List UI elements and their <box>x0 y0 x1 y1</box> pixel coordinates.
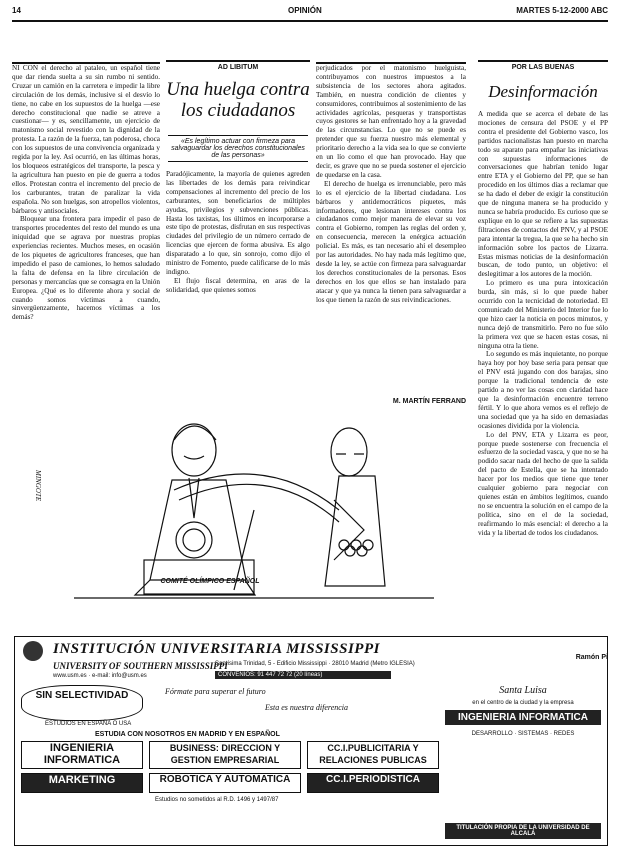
program-box-4: MARKETING <box>21 773 143 793</box>
column3-text-1: perjudicados por el matonismo huelguista, contribuyamos con nuestros impuestos a la subsistencia de los sectores ahora agitados. También, en nuestra condición de clientes y consumidores, contribuimos al sostenimiento de las actividades agrícolas, pesqueras y transportistas cuyos gestores se han enfrentado hoy a la gravedad de las circunstancias. Lo que no se puede es pretender que su fuerza nuestro más elemental y prioritario derecho a la vida sea lo que se convierte en un lío como el que han provocado. Hay que decir, es grave que no se pueda sostener el ejercicio de quedarse en la casa. <box>316 64 466 179</box>
page-header <box>12 6 608 22</box>
column-text-2: El flujo fiscal determina, en aras de la solidaridad, que quienes somos <box>166 276 310 294</box>
web-email: www.usm.es · e-mail: info@usm.es <box>53 673 147 679</box>
column4-text-4: Lo del PNV, ETA y Lizarra es peor, porque puede sostenerse con frecuencia el esfuerzo de la sociedad vasca, y que no se ha podido sacar nada del hecho de que la salida del pacto de Estella, que se ha intentado hacer por los medios que tiene que tener cualquier gobierno para negociar con quienes están en ámbitos legítimos, cuando no se encuentra la solución en el campo de la política, sino en el de la sociedad, reafirmando lo más esencial: el derecho a la vida y la libertad de todos los ciudadanos. <box>478 430 608 537</box>
page-number: 14 <box>12 6 21 15</box>
advertisement <box>14 636 608 846</box>
column-body-3 <box>316 62 466 396</box>
right-ad-bottom: TITULACIÓN PROPIA DE LA UNIVERSIDAD DE ALCALÁ <box>445 823 601 839</box>
editorial-column-4 <box>478 60 608 661</box>
right-ad-logo: Santa Luisa <box>499 685 547 696</box>
signature: M. MARTÍN FERRAND <box>392 398 466 405</box>
selectivity-sub: ESTUDIOS EN ESPAÑA O USA <box>45 721 132 727</box>
cartoon <box>14 410 469 605</box>
signature-4: Ramón Pi <box>575 654 608 661</box>
university-seal-icon <box>23 641 43 661</box>
column3-text-2: El derecho de huelga es irrenunciable, pero más lo es el ejercicio de la libertad ciudadana. Los bárbaros y antidemocráticos piquetes, más informadores, que lesionan intereses contra los ciudadanos como mejor manera de elevar su voz contra el Gobierno, rompen las reglas del orden y, en consecuencia, merecen la enérgica actuación policial. Es más, es tan necesario ahí el desempleo por las autoridades. No hay nada más legítimo que, desde la ley, se actúe con firmeza para salvaguardar los derechos constitucionales de la personas. Esos derechos en los que ellos se han instalado para atacar y que ya nunca la tienen para salvaguardar a los que tienen la razón de sus reivindicaciones. <box>316 179 466 304</box>
cartoon-artist: MINGOTE <box>34 470 42 502</box>
right-ad-title: INGENIERIA INFORMATICA <box>445 710 601 725</box>
section-title: OPINIÓN <box>288 6 322 15</box>
selectivity-badge <box>21 685 143 721</box>
column4-text-2: Lo primero es una pura intoxicación burda, sin más, si lo que puede haber ocurrido con la tecnicidad de notoriedad. El comunicado del Ministerio del Interior fue lo que hizo caer la noticia en pocos minutos, y nunca dejó de transmitirlo. Pero no fue sólo la primera vez que se hacen estas cosas, ni ninguna otra la tiene. <box>478 279 608 350</box>
editorial-column-3 <box>316 62 466 405</box>
right-ad-line2: DESARROLLO · SISTEMAS · REDES <box>471 731 575 737</box>
headline: Una huelga contra los ciudadanos <box>166 79 310 121</box>
program-box-6: CC.I.PERIODISTICA <box>307 773 439 793</box>
program-box-5: ROBOTICA Y AUTOMATICA <box>149 773 301 793</box>
institution-name: INSTITUCIÓN UNIVERSITARIA MISSISSIPPI <box>53 641 380 657</box>
editorial-column-2 <box>166 60 310 358</box>
column-text-1: Paradójicamente, la mayoría de quienes agreden las libertades de los demás para reivindicar compensaciones al incremento del precio de los carburantes, son beneficiarios de múltiples ayudas, privilegios y subvenciones públicas. Hasta los taxistas, los últimos en incorporarse a este tipo de protestas, disfrutan en sus respectivas ciudades del privilegio de un número cerrado de licencias que ejercen de forma abusiva. Es algo disparatado a lo que, sin sonrojo, como dijo el ministro de Fomento, puede calificarse de lo más indigno. <box>166 170 310 276</box>
slogan-1: Fórmate para superar el futuro <box>165 687 266 696</box>
selectivity-text: SIN SELECTIVIDAD <box>35 690 129 701</box>
studies-footnote: Estudios no sometidos al R.D. 1496 y 1497/87 <box>155 797 279 803</box>
headline-4: Desinformación <box>488 82 598 101</box>
issue-date: MARTES 5-12-2000 ABC <box>516 6 608 15</box>
section-label-4: POR LAS BUENAS <box>478 60 608 71</box>
column-body-4 <box>478 110 608 650</box>
cartoon-sign: COMITÉ OLÍMPICO ESPAÑOL <box>160 578 260 585</box>
cartoon-drawing <box>14 410 469 605</box>
program-box-2: BUSINESS: DIRECCION Y GESTION EMPRESARIAL <box>149 741 301 769</box>
institution-address: Santísima Trinidad, 5 - Edificio Mississippi · 28010 Madrid (Metro IGLESIA) <box>215 661 415 667</box>
slogan-2: Esta es nuestra diferencia <box>265 703 349 712</box>
editorial-text-1: NI CON el derecho al pataleo, un español tiene que dar rienda suelta a su sin rumbo ni sentido. Cruzar un camión en la carretera e impedir la libre circulación de los demás, inclusive si el desvío lo tiene, no cabe en los supuestos de la huelga —ese derecho constitucional que nadie se atreve a cuestionar— y es, sencillamente, un ejercicio de matonismo social revestido con la dignidad de la protesta. La razón de la fuerza, tan poderosa, choca con los supuestos de una convivencia organizada y regida por la ley. Así ocurrió, en las últimas horas, los bloqueos estratégicos del transporte, la pesca y la agricultura han puesto en pie de guerra a todos ellos. Protestan contra el incremento del precio de los carburantes, tratan de paralizar la vida española. No son huelgas, son atropellos violentos, bárbaros y antisociales. <box>12 64 160 215</box>
university-name: UNIVERSITY OF SOUTHERN MISSISSIPPI <box>53 661 228 671</box>
column4-text-3: Lo segundo es más inquietante, no porque haya hoy por hoy base seria para pensar que el PNV está jugando con dos barajas, sino porque la tradicional tendencia de este partido a no ver las cosas con claridad hace que la desinformación encuentre terreno fértil. Y lo que ahora vemos es el reflejo de una sociedad que ya ha sido en demasiadas ocasiones dividida por la violencia. <box>478 350 608 430</box>
pull-quote: «Es legítimo actuar con firmeza para salvaguardar los derechos constitucionales de las personas» <box>168 135 308 162</box>
right-ad-line1: en el centro de la ciudad y la empresa <box>472 700 574 706</box>
section-label: AD LIBITUM <box>166 60 310 71</box>
study-line: ESTUDIA CON NOSOTROS EN MADRID Y EN ESPAÑOL <box>95 731 280 738</box>
program-box-1: INGENIERIA INFORMATICA <box>21 741 143 769</box>
column4-text-1: A medida que se acerca el debate de las mociones de censura del PSOE y el PP contra el presidente del Gobierno vasco, los partidos nacionalistas han puesto en marcha todo su aparato para empañar las iniciativas con supuestas informaciones de conversaciones que habrían tenido lugar entre ETA y el Gobierno del PP, que se han procedido en los últimos días a reclamar que se ha dado el deber de exigir la constitución que de ninguna manera se ha producido y nunca se habría producido. Es curioso que se explique en lo que se refiere a las supuestas filtraciones de contactos del PNV, y al PSOE para intentar la tregua, la que se ha hecho sin información sobre los pactos de Lizarra. Estas mismas noticias de la desinformación buscan, de todo punto, un objetivo: el deslegitimar a los autores de la moción. <box>478 110 608 279</box>
column-body <box>166 170 310 358</box>
editorial-text-2: Bloquear una frontera para impedir el paso de transportes procedentes del resto del mundo es una iniquidad que se agrava por nuestras propias experiencias recientes. Muchos meses, en ocasión de los piquetes de agricultores franceses, que han impedido el paso de camiones, lo hemos saludado la falta de defensa en la libre circulación de personas y mercancías que se consagra en la Unión Europea. ¿Qué es lo diferente ahora y social de cuando somos víctimas a cuando, sinvergüenzamente, hacemos víctimas a los demás? <box>12 215 160 322</box>
program-box-3: CC.I.PUBLICITARIA Y RELACIONES PUBLICAS <box>307 741 439 769</box>
phone-bar: CONVENIOS: 91 447 72 72 (20 líneas) <box>215 671 391 679</box>
right-ad-panel <box>445 685 601 839</box>
editorial-column-1 <box>12 62 160 406</box>
